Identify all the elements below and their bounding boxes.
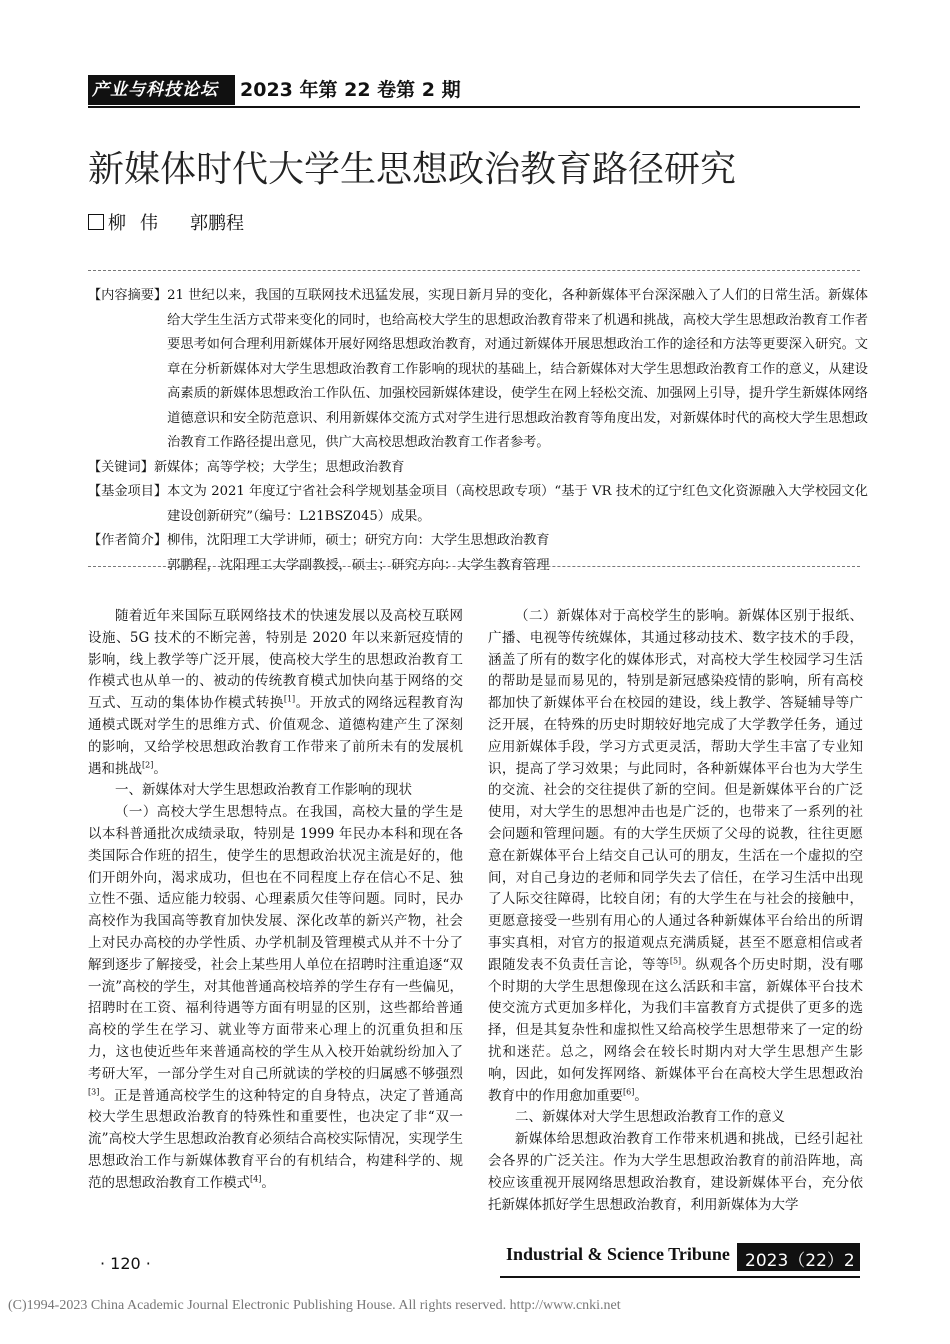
keywords-text: 新媒体；高等学校；大学生；思想政治教育 bbox=[153, 459, 405, 475]
article-meta bbox=[88, 284, 868, 578]
fund bbox=[88, 480, 868, 529]
meta-top-divider bbox=[88, 270, 860, 271]
author-1: 柳伟 bbox=[108, 213, 172, 234]
fund-text: 本文为 2021 年度辽宁省社会科学规划基金项目（高校思政专项）“基于 VR 技术的辽宁红色文化资源融入大学校园文化建设创新研究”（编号：L21BSZ045）成果。 bbox=[167, 484, 868, 524]
paragraph: （一）高校大学生思想特点。在我国，高校大量的学生是以本科普通批次成绩录取，特别是 1999 年民办本科和现在各类国际合作班的招生，使学生的思想政治状况主流是好的，他们开朗外向，渴求成功，但也在不同程度上存在信心不足、独立性不强、适应能力较弱、心理素质欠佳等问题。同时，民办高校作为我国高等教育加快发展、深化改革的新兴产物，社会上对民办高校的办学性质、办学机制及管理模式从并不十分了解到逐步了解接受，社会上某些用人单位在招聘时注重追逐“双一流”高校的学生，对其他普通高校培养的学生存有一些偏见，招聘时在工资、福利待遇等方面有明显的区别，这些都给普通高校的学生在学习、就业等方面带来心理上的沉重负担和压力，这也使近些年来普通高校的学生从入校开始就纷纷加入了考研大军，一部分学生对自己所就读的学校的归属感不够强烈[3]。正是普通高校学生的这种特定的自身特点，决定了普通高校大学生思想政治教育的特殊性和重要性，也决定了非“双一流”高校大学生思想政治教育必须结合高校实际情况，实现学生思想政治工作与新媒体教育平台的有机结合，构建科学的、规范的思想政治教育工作模式[4]。 bbox=[88, 804, 463, 1191]
copyright-notice: (C)1994-2023 China Academic Journal Electronic Publishing House. All rights reserved. http://www.cnki.net bbox=[8, 1298, 621, 1313]
fund-label: 【基金项目】 bbox=[88, 484, 168, 499]
paragraph: （二）新媒体对于高校学生的影响。新媒体区别于报纸、广播、电视等传统媒体，其通过移动技术、数字技术的手段，涵盖了所有的数字化的媒体形式，对高校大学生校园学习生活的帮助是显而易见的，特别是新冠感染疫情的影响，所有高校都加快了新媒体平台在校园的建设，线上教学、答疑辅导等广泛开展，在特殊的历史时期较好地完成了大学教学任务，通过应用新媒体手段，学习方式更灵活，帮助大学生丰富了专业知识，提高了学习效果；与此同时，各种新媒体平台也为大学生的交流、社会的交往提供了新的空间。但是新媒体平台的广泛使用，对大学生的思想冲击也是广泛的，也带来了一系列的社会问题和管理问题。有的大学生厌烦了父母的说教，往往更愿意在新媒体平台上结交自己认可的朋友，生活在一个虚拟的空间，对自己身边的老师和同学失去了信任，在学习生活中出现了人际交往障碍，比较自闭；有的大学生在与社会的接触中，更愿意接受一些别有用心的人通过各种新媒体平台给出的所谓事实真相，对官方的报道观点充满质疑，甚至不愿意相信或者跟随发表不负责任言论，等等[5]。纵观各个历史时期，没有哪个时期的大学生思想像现在这么活跃和丰富，新媒体平台技术使交流方式更加多样化，为我们丰富教育方式提供了更多的选择，但是其复杂性和虚拟性又给高校学生思想带来了一定的纷扰和迷茫。总之，网络会在较长时期内对大学生思想产生影响，因此，如何发挥网络、新媒体平台在高校大学生思想政治教育中的作用愈加重要[6]。 bbox=[488, 608, 863, 1104]
body-column-right bbox=[488, 606, 863, 1216]
issue-info: 2023 年第 22 卷第 2 期 bbox=[240, 79, 461, 101]
section-heading: 一、新媒体对大学生思想政治教育工作影响的现状 bbox=[115, 782, 412, 799]
keywords bbox=[88, 456, 868, 481]
footer-divider bbox=[500, 1276, 860, 1278]
journal-name: 产业与科技论坛 bbox=[92, 80, 218, 100]
citation: [6] bbox=[623, 1087, 635, 1097]
body-column-left bbox=[88, 606, 463, 1195]
author-line bbox=[88, 212, 244, 236]
header-divider bbox=[88, 106, 860, 108]
bio-label: 【作者简介】 bbox=[88, 533, 168, 548]
citation: [4] bbox=[250, 1174, 262, 1184]
meta-bottom-divider bbox=[88, 566, 860, 567]
paragraph: 随着近年来国际互联网络技术的快速发展以及高校互联网设施、5G 技术的不断完善，特别是 2020 年以来新冠疫情的影响，线上教学等广泛开展，使高校大学生的思想政治教育工作模式也从单一的、被动的传统教育模式加快向基于网络的交互式、互动的集体协作模式转换[1]。开放式的网络远程教育沟通模式既对学生的思维方式、价值观念、道德构建产生了深刻的影响，又给学校思想政治教育工作带来了前所未有的发展机遇和挑战[2]。 bbox=[88, 608, 464, 777]
journal-name-en: Industrial & Science Tribune bbox=[506, 1244, 730, 1264]
citation: [1] bbox=[283, 694, 296, 704]
abstract bbox=[88, 284, 868, 456]
abstract-text: 21 世纪以来，我国的互联网技术迅猛发展，实现日新月异的变化，各种新媒体平台深深融入了人们的日常生活。新媒体给大学生生活方式带来变化的同时，也给高校大学生的思想政治教育带来了机遇和挑战，高校大学生思想政治教育工作者要思考如何合理利用新媒体开展好网络思想政治教育，对通过新媒体开展思想政治工作的途径和方法等更要深入研究。文章在分析新媒体对大学生思想政治教育工作影响的现状的基础上，结合新媒体对大学生思想政治教育工作的意义，从建设高素质的新媒体思想政治工作队伍、加强校园新媒体建设，使学生在网上轻松交流、加强网上引导，提升学生新媒体网络道德意识和安全防范意识、利用新媒体交流方式对学生进行思想政治教育等角度出发，对新媒体时代的高校大学生思想政治教育工作路径提出意见，供广大高校思想政治教育工作者参考。 bbox=[167, 288, 868, 450]
citation: [3] bbox=[88, 1087, 100, 1097]
bio-1: 柳伟，沈阳理工大学讲师，硕士；研究方向：大学生思想政治教育 bbox=[167, 533, 550, 548]
square-marker-icon bbox=[88, 214, 104, 230]
author-2: 郭鹏程 bbox=[190, 213, 244, 234]
abstract-label: 【内容摘要】 bbox=[88, 288, 168, 303]
keywords-label: 【关键词】 bbox=[88, 459, 154, 475]
citation: [2] bbox=[142, 760, 154, 770]
citation: [5] bbox=[669, 956, 682, 966]
paragraph: 新媒体给思想政治教育工作带来机遇和挑战，已经引起社会各界的广泛关注。作为大学生思想政治教育的前沿阵地，高校应该重视开展网络思想政治教育，建设新媒体平台，充分依托新媒体抓好学生思想政治教育，利用新媒体为大学 bbox=[488, 1131, 863, 1213]
page-number: · 120 · bbox=[100, 1254, 151, 1273]
article-title: 新媒体时代大学生思想政治教育路径研究 bbox=[88, 149, 737, 190]
section-heading: 二、新媒体对大学生思想政治教育工作的意义 bbox=[515, 1109, 785, 1126]
author-bio bbox=[88, 529, 868, 578]
bio-2: 郭鹏程，沈阳理工大学副教授，硕士；研究方向：大学生教育管理 bbox=[167, 557, 550, 573]
footer-issue: 2023（22）2 bbox=[745, 1251, 855, 1271]
